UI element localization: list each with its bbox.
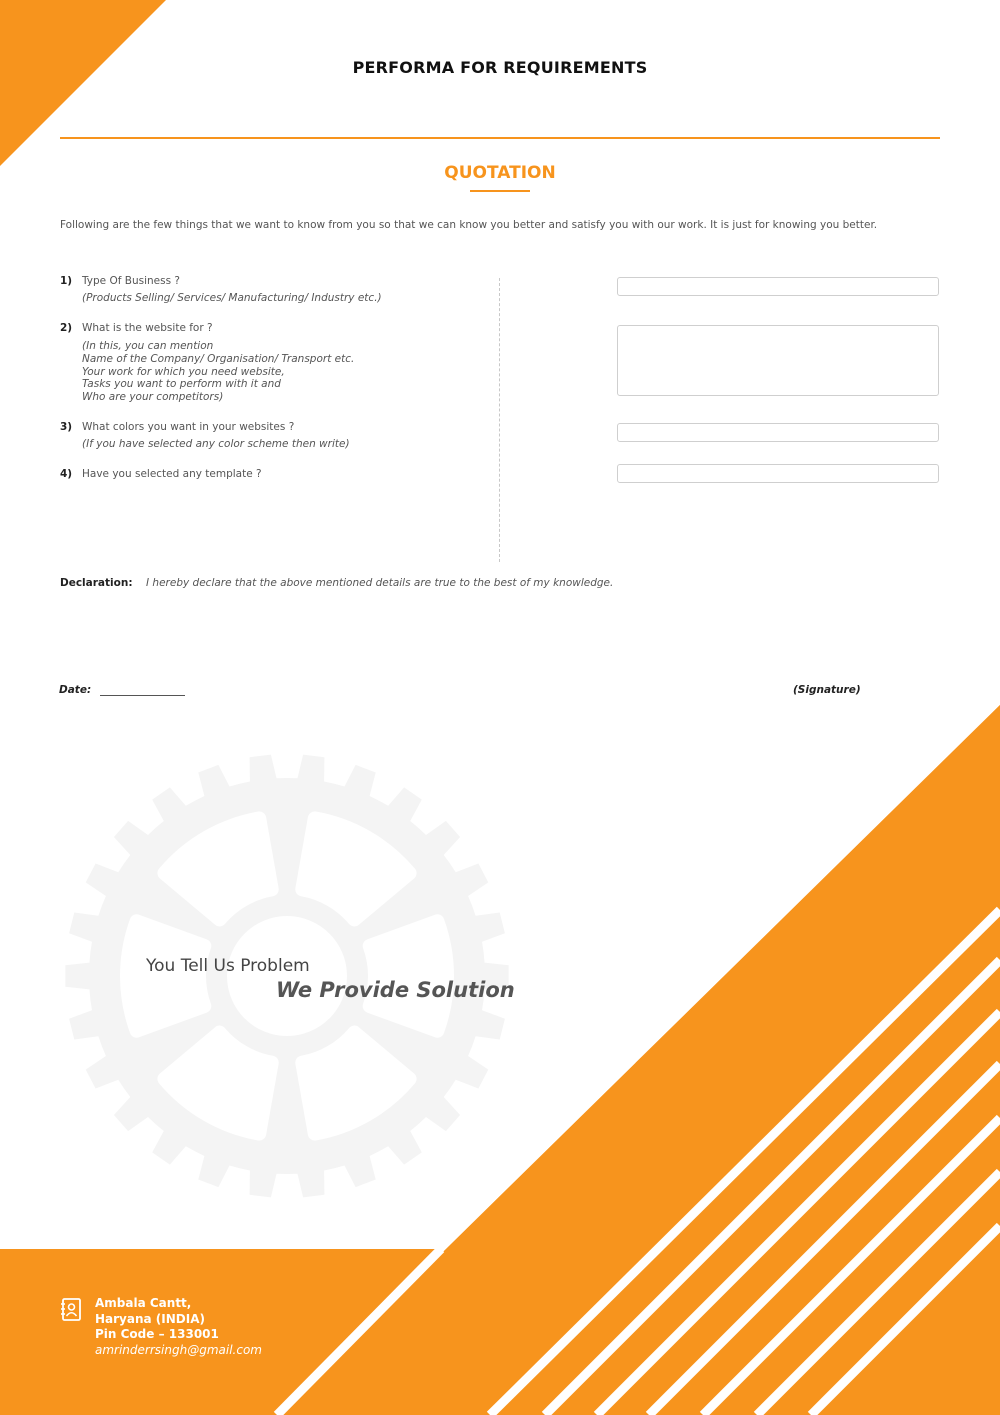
question-text: Type Of Business ? xyxy=(82,275,180,287)
column-divider xyxy=(499,278,500,562)
intro-text: Following are the few things that we want to know from you so that we can know you better and satisfy you with our work. It is just for knowing you better. xyxy=(60,219,878,231)
question-number: 4) xyxy=(60,468,73,480)
website-purpose-field[interactable] xyxy=(617,325,939,396)
colors-field[interactable] xyxy=(617,423,939,442)
question-number: 2) xyxy=(60,322,73,334)
question-hint: (If you have selected any color scheme then write) xyxy=(82,438,350,450)
question-text: What is the website for ? xyxy=(82,322,213,334)
gear-watermark-icon xyxy=(65,755,508,1198)
declaration-text: I hereby declare that the above mentioned details are true to the best of my knowledge. xyxy=(146,577,614,589)
question-number: 1) xyxy=(60,275,73,287)
gear-spoke-window xyxy=(127,921,204,1030)
email-link[interactable]: amrinderrsingh@gmail.com xyxy=(95,1342,262,1357)
question-number: 3) xyxy=(60,421,73,433)
header-rule xyxy=(60,137,940,139)
question-text: Have you selected any template ? xyxy=(82,468,262,480)
slogan-line-1: You Tell Us Problem xyxy=(146,956,310,976)
address-line-1: Ambala Cantt, xyxy=(95,1296,192,1310)
page-title: PERFORMA FOR REQUIREMENTS xyxy=(352,58,648,77)
template-field[interactable] xyxy=(617,464,939,483)
declaration-label: Declaration: xyxy=(60,577,133,589)
section-title: QUOTATION xyxy=(444,163,556,183)
contact-card-icon xyxy=(60,1298,82,1322)
signature-label: (Signature) xyxy=(793,684,861,696)
footer-address xyxy=(95,1296,262,1358)
slogan-line-2: We Provide Solution xyxy=(276,978,515,1002)
address-line-3: Pin Code – 133001 xyxy=(95,1327,219,1341)
date-label: Date: xyxy=(59,684,92,696)
question-hint: (In this, you can mention Name of the Company/ Organisation/ Transport etc. Your work for which you need website, Tasks you want to perform with it and Who are your competitors) xyxy=(82,340,355,404)
question-text: What colors you want in your websites ? xyxy=(82,421,295,433)
business-type-field[interactable] xyxy=(617,277,939,296)
address-line-2: Haryana (INDIA) xyxy=(95,1311,205,1326)
top-left-corner-triangle xyxy=(0,0,166,166)
question-hint: (Products Selling/ Services/ Manufacturing/ Industry etc.) xyxy=(82,292,382,304)
section-title-underline xyxy=(470,190,530,192)
date-line[interactable] xyxy=(100,695,185,696)
gear-spoke-window xyxy=(370,921,447,1030)
